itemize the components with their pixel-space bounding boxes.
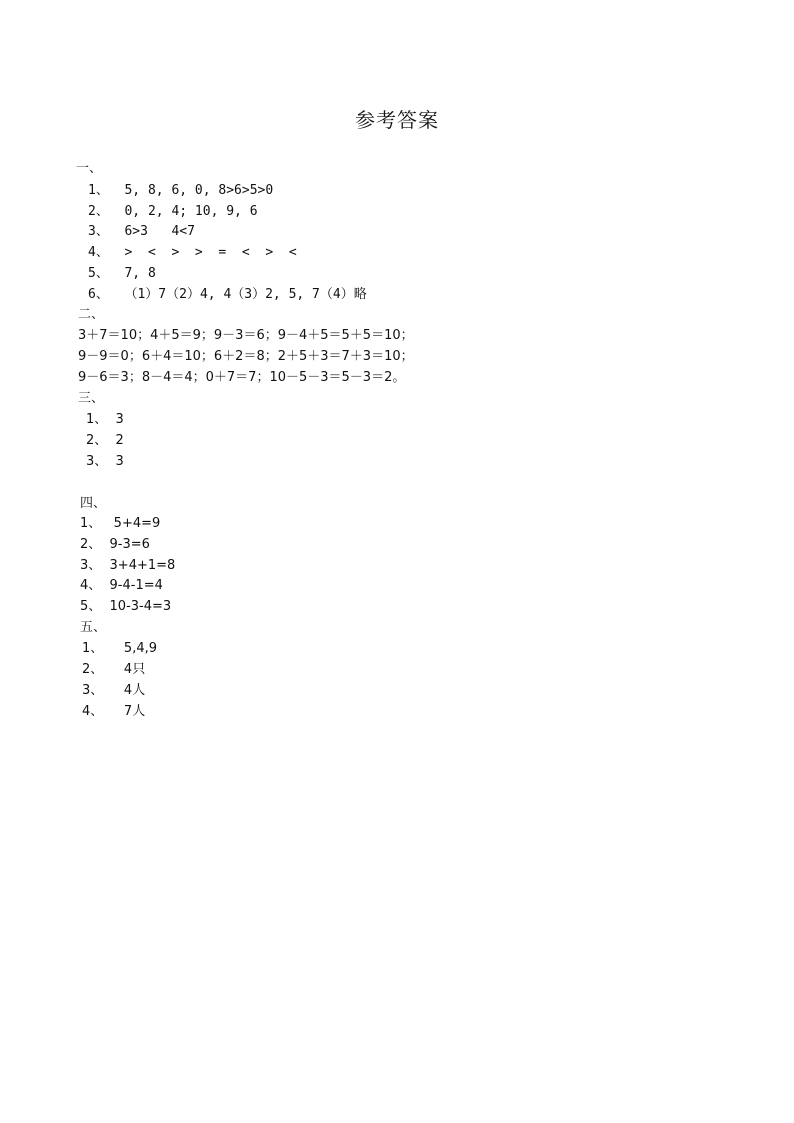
section2-line-2: 9－9＝0；6＋4＝10；6＋2＝8；2＋5＋3＝7＋3＝10； [78, 349, 414, 364]
section2-heading: 二、 [78, 307, 105, 322]
section1-item-4: 4、 > < > > = < > < [88, 245, 297, 260]
section2-line-3: 9－6＝3；8－4＝4；0＋7＝7；10－5－3＝5－3＝2。 [78, 370, 406, 385]
section4-item-4: 4、 9-4-1=4 [80, 578, 163, 593]
section1-heading: 一、 [76, 161, 103, 176]
page-title: 参考答案 [355, 108, 439, 132]
section1-item-1: 1、 5, 8, 6, 0, 8>6>5>0 [88, 183, 274, 198]
section2-line-1: 3＋7＝10；4＋5＝9；9－3＝6；9－4＋5＝5＋5＝10； [78, 328, 414, 343]
section1-item-6: 6、 （1）7（2）4, 4（3）2, 5, 7（4）略 [88, 287, 367, 302]
section3-heading: 三、 [78, 391, 105, 406]
section5-item-3: 3、 4人 [82, 683, 146, 698]
section4-heading: 四、 [80, 496, 107, 511]
section1-item-5: 5、 7, 8 [88, 266, 156, 281]
section4-item-1: 1、 5+4=9 [80, 516, 161, 531]
section4-item-5: 5、 10-3-4=3 [80, 599, 172, 614]
section3-item-1: 1、 3 [86, 412, 124, 427]
section3-item-3: 3、 3 [86, 454, 124, 469]
section5-heading: 五、 [80, 620, 107, 635]
section4-item-3: 3、 3+4+1=8 [80, 558, 176, 573]
section5-item-2: 2、 4只 [82, 662, 146, 677]
section1-item-3: 3、 6>3 4<7 [88, 224, 195, 239]
section1-item-2: 2、 0, 2, 4; 10, 9, 6 [88, 204, 258, 219]
section3-item-2: 2、 2 [86, 433, 124, 448]
section5-item-1: 1、 5,4,9 [82, 641, 158, 656]
section4-item-2: 2、 9-3=6 [80, 537, 150, 552]
section5-item-4: 4、 7人 [82, 704, 146, 719]
